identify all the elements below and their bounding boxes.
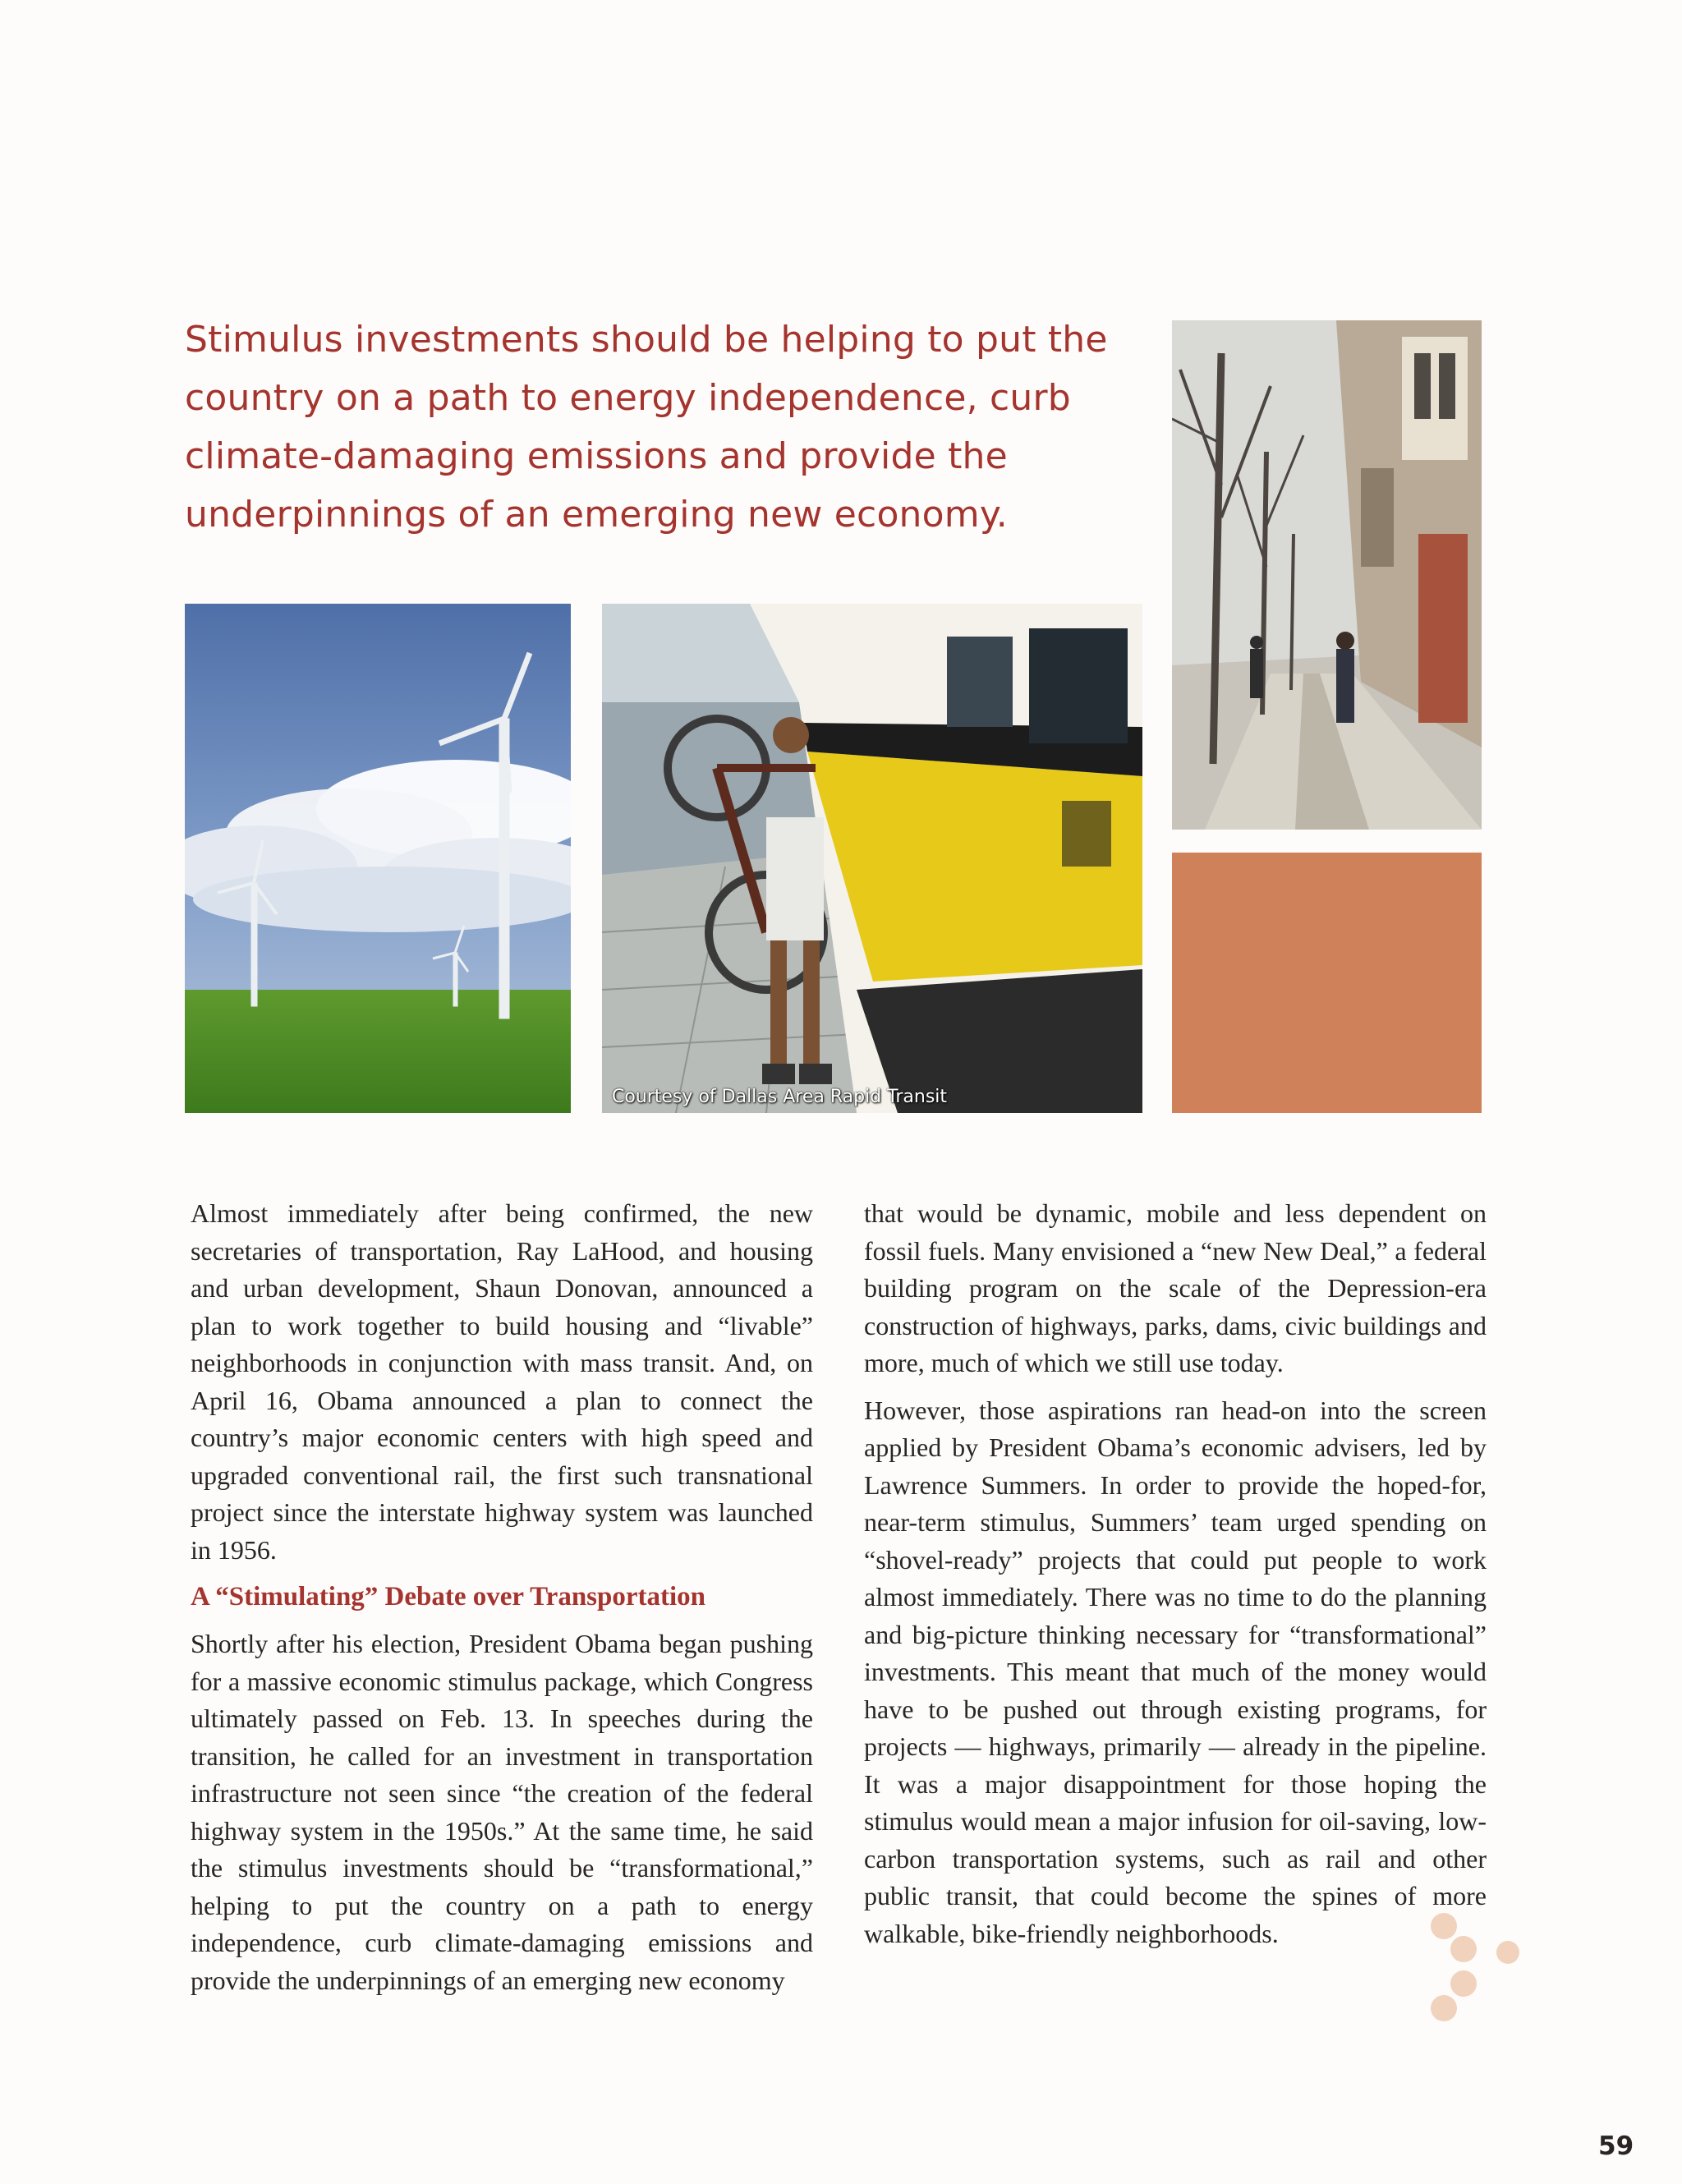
wind-turbines-photo (185, 604, 571, 1113)
section-heading: A “Stimulating” Debate over Transportation (191, 1582, 706, 1612)
photo-credit: Courtesy of Dallas Area Rapid Transit (612, 1087, 948, 1107)
paragraph-2-continued: that would be dynamic, mobile and less dependent on fossil fuels. Many envisioned a “new New Deal,” a federal building program on the scale of the Depression-era construction of highways, parks, dams, civic buildings and more, much of which we still use today. (864, 1198, 1487, 1377)
body-column-right (864, 1195, 1487, 1962)
paragraph-1: Almost immediately after being confirmed, the new secretaries of transportation, Ray LaHood, and housing and urban development, Shaun Donovan, announced a plan to work together to build housing and “livable” neighborhoods in conjunction with mass transit. And, on April 16, Obama announced a plan to connect the country’s major economic centers with high speed and upgraded conventional rail, the first such transnational project since the interstate highway system was launched in 1956. (191, 1198, 813, 1565)
tree-lined-street-photo (1172, 320, 1482, 830)
light-rail-bike-photo (602, 604, 1142, 1113)
paragraph-3: However, those aspirations ran head-on into the screen applied by President Obama’s economic advisers, led by Lawrence Summers. In order to provide the hoped-for, near-term stimulus, Summers’ team urged spending on “shovel-ready” projects that could put people to work almost immediately. There was no time to do the planning and big-picture thinking necessary for “transformational” investments. This meant that much of the money would have to be pushed out through existing programs, for projects — highways, primarily — already in the pipeline. It was a major disappointment for those hoping the stimulus would mean a major infusion for oil-saving, low-carbon transportation systems, such as rail and other public transit, that could become the spines of more walkable, bike-friendly neighborhoods. (864, 1395, 1487, 1948)
page-number: 59 (1598, 2131, 1634, 2161)
color-swatch (1172, 853, 1482, 1113)
paragraph-2: Shortly after his election, President Obama began pushing for a massive economic stimulus package, which Congress ultimately passed on Feb. 13. In speeches during the transition, he called for an investment in transportation infrastructure not seen since “the creation of the federal highway system in the 1950s.” At the same time, he said the stimulus investments should be “transformational,” helping to put the country on a path to energy independence, curb climate-damaging emissions and provide the underpinnings of an emerging new economy (191, 1629, 813, 1995)
body-column-left (191, 1195, 813, 2009)
decorative-dots-icon (1429, 1910, 1519, 2033)
pull-quote: Stimulus investments should be helping to put the country on a path to energy independence, curb climate-damaging emissions and provide the underpinnings of an emerging new economy. (185, 319, 1108, 536)
